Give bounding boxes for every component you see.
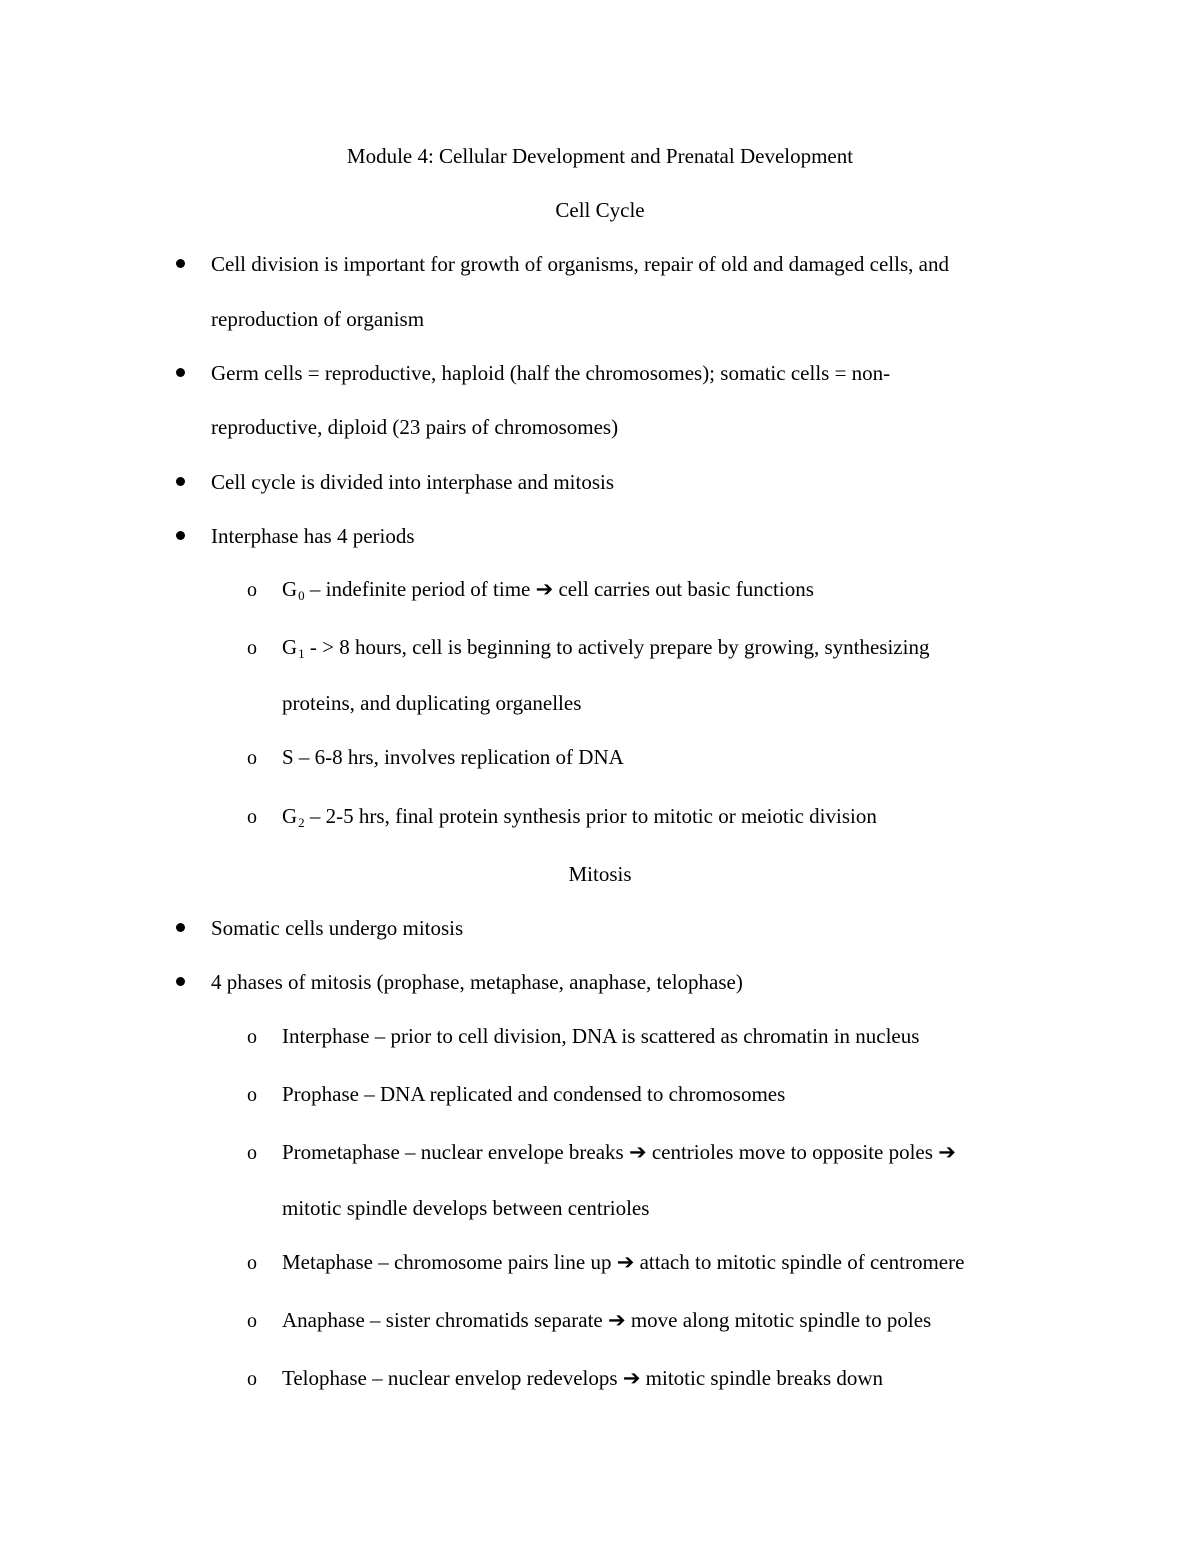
text-part: move along mitotic spindle to poles — [625, 1308, 932, 1332]
bullet-disc-icon — [176, 477, 185, 486]
arrow-right-icon: ➔ — [628, 1140, 647, 1164]
text-part: Metaphase – chromosome pairs line up — [282, 1250, 617, 1274]
subscript: 0 — [298, 588, 305, 603]
subscript: 1 — [298, 646, 305, 661]
arrow-right-icon: ➔ — [535, 577, 554, 601]
sub-list-item-prometaphase — [282, 1142, 956, 1163]
arrow-right-icon: ➔ — [938, 1140, 956, 1164]
text-part: – 2-5 hrs, final protein synthesis prior to mitotic or meiotic division — [304, 804, 877, 828]
text-part: Telophase – nuclear envelop redevelops — [282, 1366, 623, 1390]
bullet-circle-icon: o — [247, 1026, 257, 1048]
bullet-disc-icon — [176, 977, 185, 986]
text-part: - > 8 hours, cell is beginning to actively prepare by growing, synthesizing — [304, 635, 930, 659]
text-part: attach to mitotic spindle of centromere — [634, 1250, 965, 1274]
bullet-disc-icon — [176, 368, 185, 377]
phase-letter: G — [282, 804, 298, 828]
list-item-continuation: reproduction of organism — [211, 307, 425, 331]
bullet-circle-icon: o — [247, 1084, 257, 1106]
sub-list-item-interphase: Interphase – prior to cell division, DNA is scattered as chromatin in nucleus — [282, 1024, 920, 1048]
text-part: – indefinite period of time — [304, 577, 536, 601]
bullet-disc-icon — [176, 531, 185, 540]
arrow-right-icon: ➔ — [622, 1366, 641, 1390]
list-item: 4 phases of mitosis (prophase, metaphase, anaphase, telophase) — [211, 970, 743, 994]
list-item: Germ cells = reproductive, haploid (half the chromosomes); somatic cells = non- — [211, 361, 891, 385]
bullet-disc-icon — [176, 259, 185, 268]
arrow-right-icon: ➔ — [616, 1250, 635, 1274]
sub-list-item-continuation: mitotic spindle develops between centrioles — [282, 1196, 650, 1220]
bullet-circle-icon: o — [247, 747, 257, 769]
phase-letter: G — [282, 635, 298, 659]
text-part: cell carries out basic functions — [553, 577, 814, 601]
sub-list-item-g0 — [282, 579, 814, 602]
list-item: Cell division is important for growth of organisms, repair of old and damaged cells, and — [211, 252, 949, 276]
bullet-disc-icon — [176, 923, 185, 932]
list-item: Cell cycle is divided into interphase and mitosis — [211, 470, 615, 494]
bullet-circle-icon: o — [247, 1252, 257, 1274]
subscript: 2 — [298, 815, 305, 830]
list-item: Somatic cells undergo mitosis — [211, 916, 464, 940]
bullet-circle-icon: o — [247, 806, 257, 828]
sub-list-item-prophase: Prophase – DNA replicated and condensed to chromosomes — [282, 1082, 786, 1106]
text-part: centrioles move to opposite poles — [646, 1140, 939, 1164]
list-item: Interphase has 4 periods — [211, 524, 415, 548]
sub-list-item-continuation: proteins, and duplicating organelles — [282, 691, 582, 715]
text-part: Prometaphase – nuclear envelope breaks — [282, 1140, 629, 1164]
sub-list-item-metaphase — [282, 1252, 964, 1273]
sub-list-item-s: S – 6-8 hrs, involves replication of DNA — [282, 745, 624, 769]
sub-list-item-anaphase — [282, 1310, 931, 1331]
list-item-continuation: reproductive, diploid (23 pairs of chromosomes) — [211, 415, 619, 439]
page-title: Module 4: Cellular Development and Prenatal Development — [346, 144, 854, 168]
bullet-circle-icon: o — [247, 637, 257, 659]
bullet-circle-icon: o — [247, 579, 257, 601]
sub-list-item-g2 — [282, 806, 877, 829]
bullet-circle-icon: o — [247, 1142, 257, 1164]
sub-list-item-g1 — [282, 637, 929, 660]
sub-list-item-telophase — [282, 1368, 883, 1389]
section-heading-cell-cycle: Cell Cycle — [555, 198, 645, 222]
bullet-circle-icon: o — [247, 1310, 257, 1332]
bullet-circle-icon: o — [247, 1368, 257, 1390]
section-heading-mitosis: Mitosis — [568, 862, 632, 886]
text-part: mitotic spindle breaks down — [640, 1366, 884, 1390]
arrow-right-icon: ➔ — [607, 1308, 626, 1332]
phase-letter: G — [282, 577, 298, 601]
text-part: Anaphase – sister chromatids separate — [282, 1308, 608, 1332]
